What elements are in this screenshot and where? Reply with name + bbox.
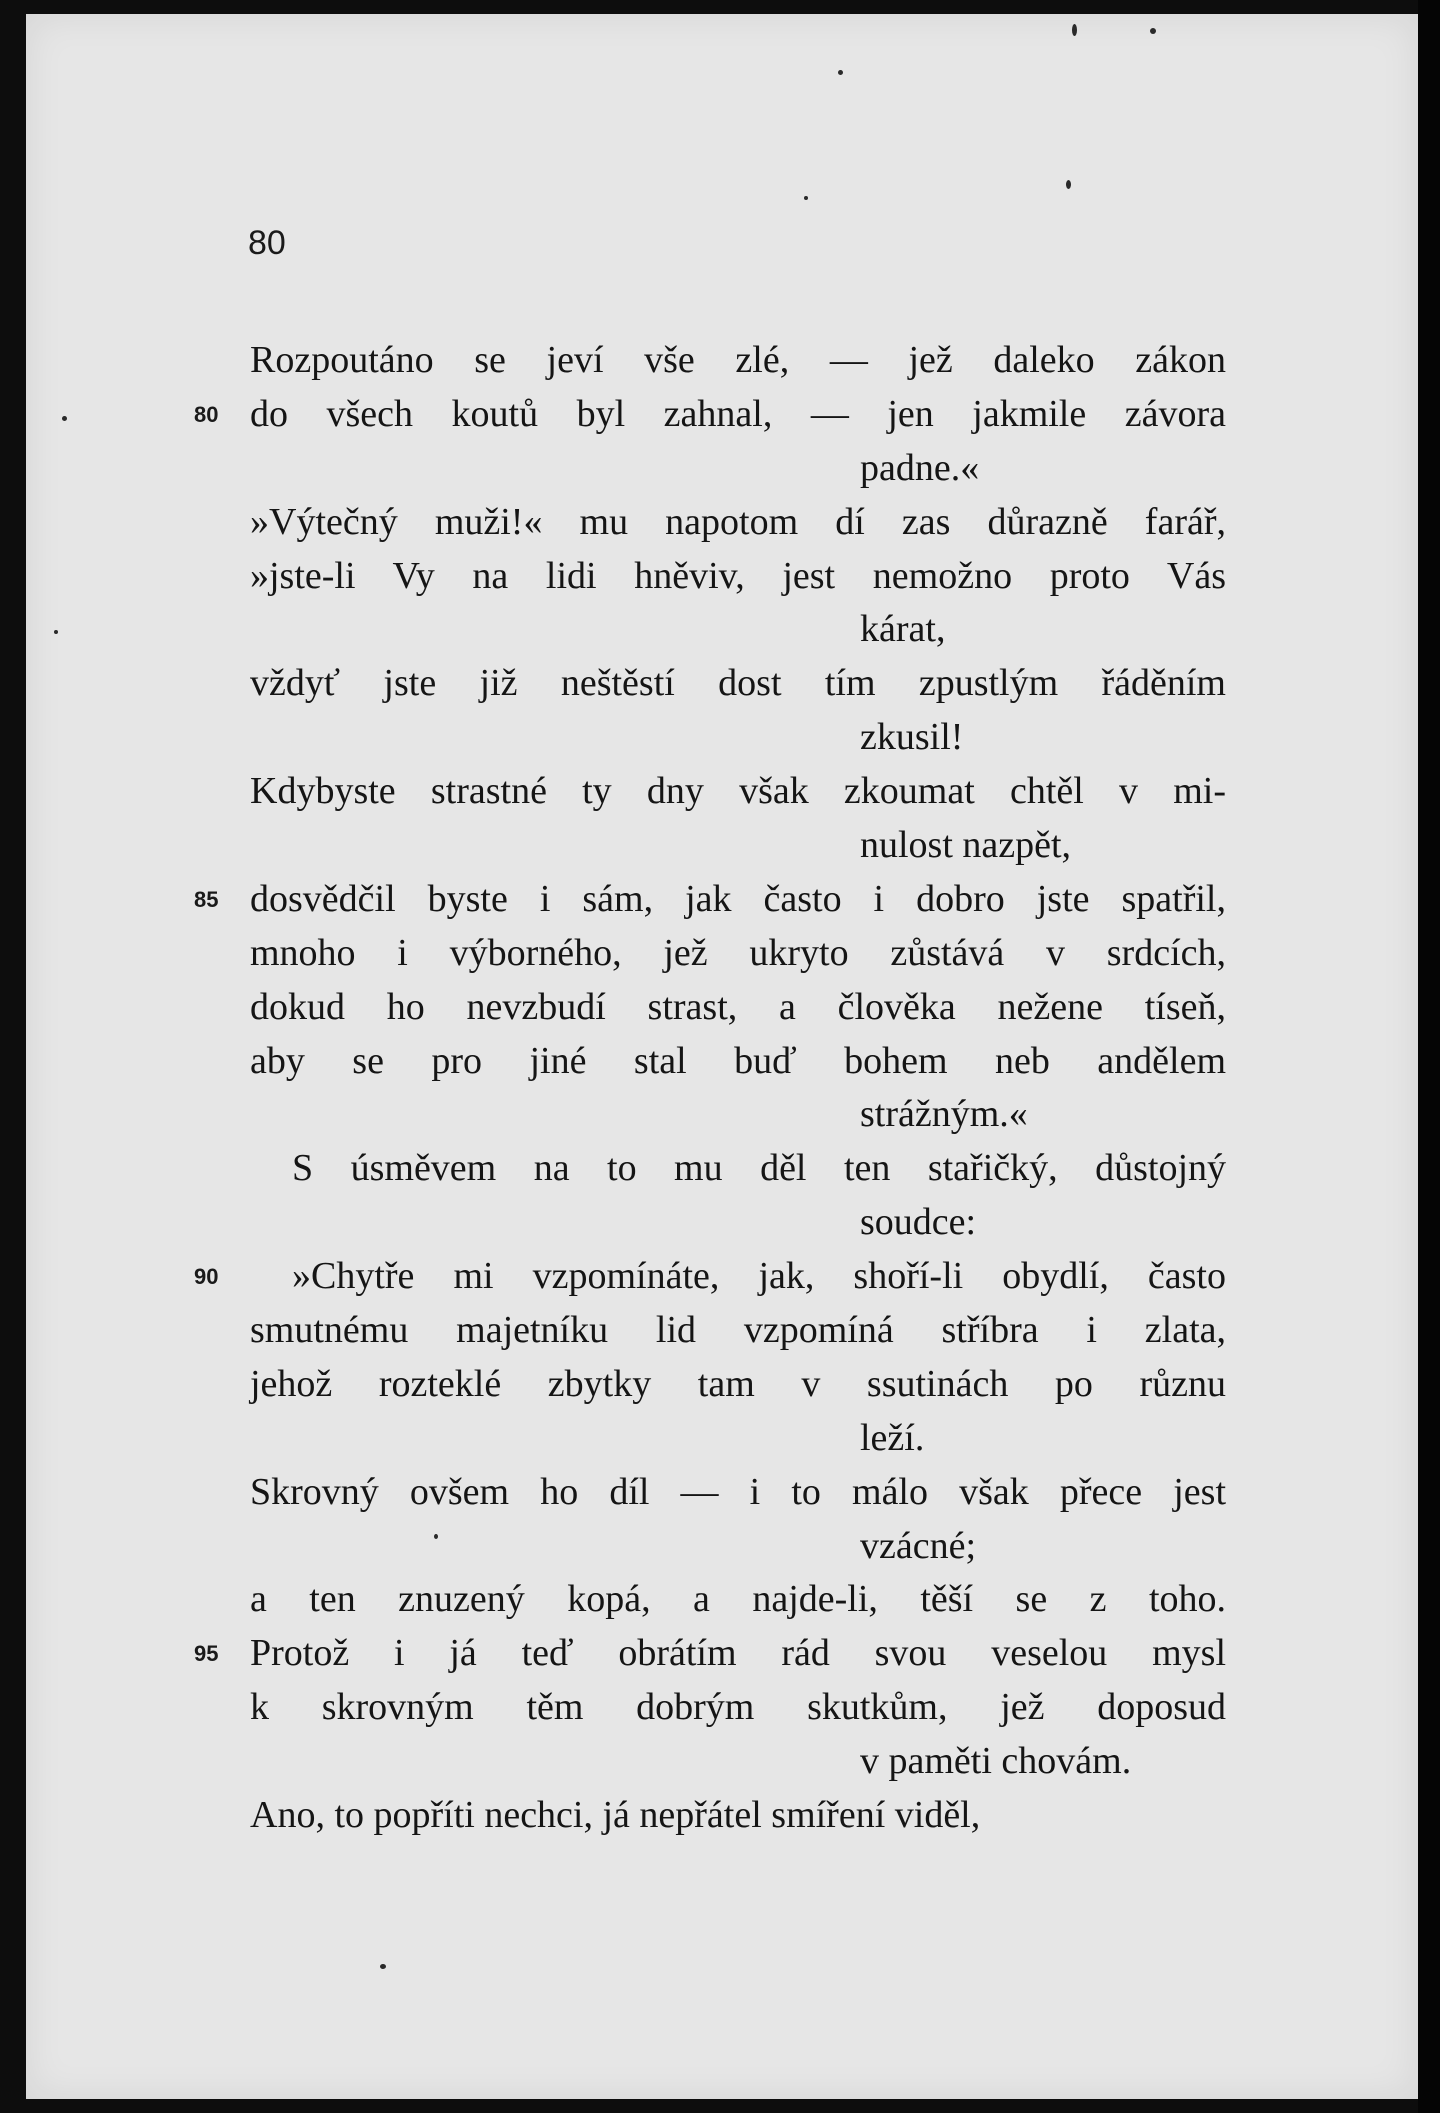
line-continuation: soudce: xyxy=(860,1201,977,1244)
line-number: 85 xyxy=(194,886,219,912)
line-text: »jste-li Vy na lidi hněviv, jest nemožno proto Vás xyxy=(250,554,1226,597)
line-text: do všech koutů byl zahnal, — jen jakmile závora xyxy=(250,392,1226,435)
poem-line xyxy=(0,334,1440,388)
line-text: S úsměvem na to mu děl ten stařičký, důstojný xyxy=(292,1147,1226,1190)
poem-line xyxy=(0,1035,1440,1089)
line-text: a ten znuzený kopá, a najde-li, těší se z toho. xyxy=(250,1578,1226,1621)
poem-line xyxy=(0,1466,1440,1520)
line-text: »Chytře mi vzpomínáte, jak, shoří-li obydlí, často xyxy=(292,1255,1226,1298)
scan-speck xyxy=(804,196,808,200)
line-text: Kdybyste strastné ty dny však zkoumat chtěl v mi- xyxy=(250,770,1226,813)
line-continuation: v paměti chovám. xyxy=(860,1740,1132,1783)
poem-line xyxy=(0,1358,1440,1412)
poem-line xyxy=(0,711,1440,765)
poem-line xyxy=(0,1142,1440,1196)
poem-line xyxy=(0,1681,1440,1735)
scan-speck xyxy=(1150,28,1156,34)
line-text: dosvědčil byste i sám, jak často i dobro jste spatřil, xyxy=(250,877,1226,920)
poem-line xyxy=(0,1196,1440,1250)
poem-line xyxy=(0,1412,1440,1466)
poem-line xyxy=(0,1304,1440,1358)
line-text: vždyť jste již neštěstí dost tím zpustlým řáděním xyxy=(250,662,1226,705)
poem-line xyxy=(0,550,1440,604)
poem-text xyxy=(0,334,1440,1843)
poem-line xyxy=(0,496,1440,550)
line-continuation: nulost nazpět, xyxy=(860,824,1072,867)
line-text: mnoho i výborného, jež ukryto zůstává v srdcích, xyxy=(250,931,1226,974)
poem-line xyxy=(0,765,1440,819)
line-continuation: zkusil! xyxy=(860,716,964,759)
poem-line xyxy=(0,1573,1440,1627)
line-number: 95 xyxy=(194,1641,219,1667)
line-continuation: vzácné; xyxy=(860,1524,977,1567)
line-continuation: kárat, xyxy=(860,608,946,651)
scan-speck xyxy=(838,70,843,75)
line-text: aby se pro jiné stal buď bohem neb andělem xyxy=(250,1039,1226,1082)
line-text: Rozpoutáno se jeví vše zlé, — jež daleko zákon xyxy=(250,339,1226,381)
scan-speck xyxy=(1072,24,1077,36)
line-text: smutnému majetníku lid vzpomíná stříbra i zlata, xyxy=(250,1309,1226,1352)
line-continuation: strážným.« xyxy=(860,1093,1028,1136)
poem-line xyxy=(0,927,1440,981)
poem-line xyxy=(0,819,1440,873)
poem-line xyxy=(0,1627,1440,1681)
line-number: 80 xyxy=(194,401,219,427)
poem-line xyxy=(0,1789,1440,1843)
poem-line xyxy=(0,1520,1440,1574)
line-text: jehož rozteklé zbytky tam v ssutinách po různu xyxy=(250,1362,1226,1405)
poem-line xyxy=(0,603,1440,657)
line-continuation: padne.« xyxy=(860,446,980,489)
line-text: k skrovným těm dobrým skutkům, jež doposud xyxy=(250,1686,1226,1729)
poem-line xyxy=(0,657,1440,711)
line-text: Ano, to popříti nechci, já nepřátel smíření viděl, xyxy=(250,1794,981,1837)
poem-line xyxy=(0,388,1440,442)
line-continuation: leží. xyxy=(860,1416,925,1459)
line-text: »Výtečný muži!« mu napotom dí zas důrazně farář, xyxy=(250,500,1226,543)
poem-line xyxy=(0,1735,1440,1789)
line-text: Protož i já teď obrátím rád svou veselou mysl xyxy=(250,1632,1226,1675)
poem-line xyxy=(0,1088,1440,1142)
line-number: 90 xyxy=(194,1264,219,1290)
poem-line xyxy=(0,442,1440,496)
poem-line xyxy=(0,1250,1440,1304)
scan-speck xyxy=(380,1964,386,1969)
poem-line xyxy=(0,873,1440,927)
scan-speck xyxy=(1066,180,1071,189)
line-text: Skrovný ovšem ho díl — i to málo však přece jest xyxy=(250,1470,1226,1513)
page-number: 80 xyxy=(248,224,286,262)
line-text: dokud ho nevzbudí strast, a člověka nežene tíseň, xyxy=(250,985,1226,1028)
poem-line xyxy=(0,981,1440,1035)
